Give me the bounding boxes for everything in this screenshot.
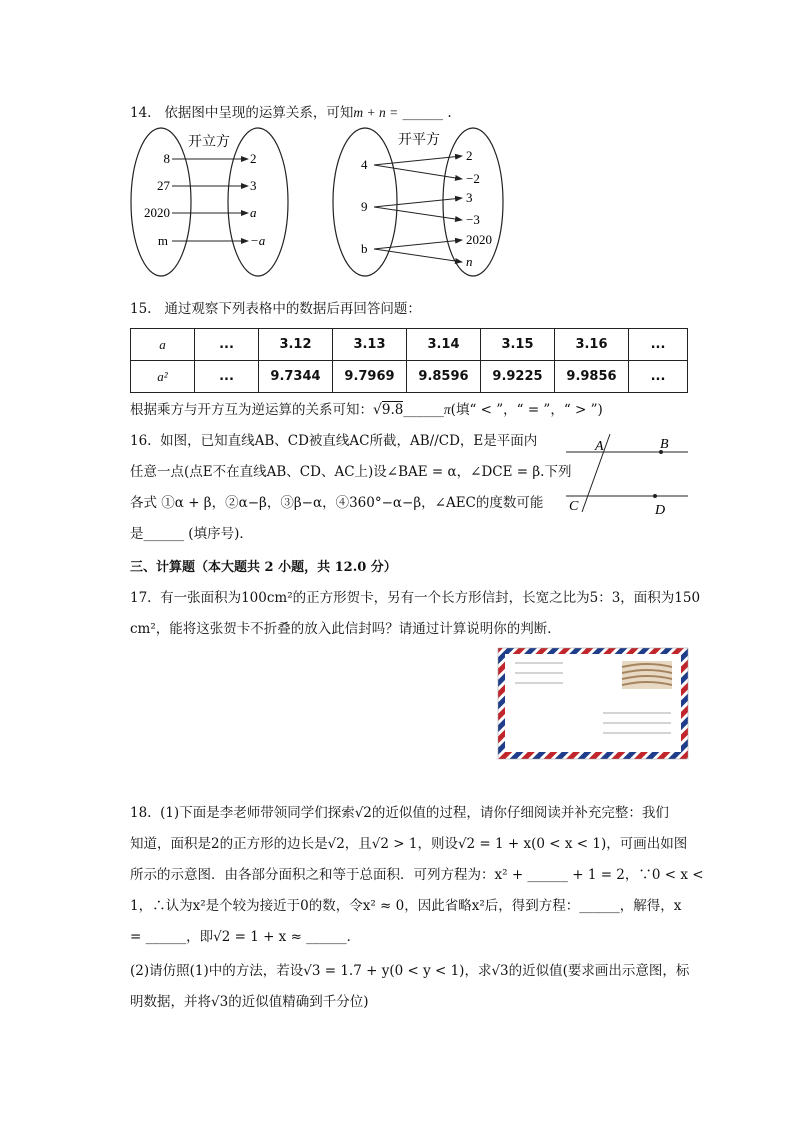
envelope-image bbox=[497, 647, 691, 762]
label-d: D bbox=[655, 503, 666, 518]
d2-left-0: 4 bbox=[361, 157, 368, 172]
d1-right-2: a bbox=[250, 205, 257, 220]
d2-right-3: −3 bbox=[466, 212, 480, 227]
table-cell: 9.7344 bbox=[259, 361, 333, 393]
q18-line3: 所示的示意图．由各部分面积之和等于总面积．可列方程为：x² + ______ + 1 = 2，∵0 < x < bbox=[130, 867, 704, 883]
row-header-a-squared: a² bbox=[131, 361, 195, 393]
table-row bbox=[131, 361, 688, 393]
q14-blank[interactable]: ______ bbox=[402, 105, 444, 121]
q18-text-1: (1)下面是李老师带领同学们探索√2的近似值的过程，请你仔细阅读并补充完整：我们 bbox=[160, 805, 669, 821]
table-cell: 9.9856 bbox=[555, 361, 629, 393]
section-heading: 三、计算题（本大题共 2 小题，共 12.0 分） bbox=[130, 560, 397, 575]
q18-line1 bbox=[130, 807, 669, 821]
d1-left-0: 8 bbox=[163, 151, 170, 166]
q18-line4: 1，∴认为x²是个较为接近于0的数，令x² ≈ 0，因此省略x²后，得到方程：______，解得，x bbox=[130, 898, 682, 914]
table-cell: 9.9225 bbox=[481, 361, 555, 393]
d1-right-3: −a bbox=[250, 233, 266, 248]
table-cell: ... bbox=[629, 361, 688, 393]
q15-conclusion-text: 根据乘方与开方互为逆运算的关系可知： bbox=[130, 402, 373, 418]
q17-text-1: 有一张面积为100cm²的正方形贺卡，另有一个长方形信封，长宽之比为5：3，面积为150 bbox=[160, 590, 701, 606]
row-header-a: a bbox=[131, 329, 195, 361]
q15-data-table bbox=[130, 328, 688, 393]
q14-number: 14. bbox=[130, 105, 152, 121]
q15-hint: (填“ < ”，“ = ”，“ > ”) bbox=[450, 402, 603, 418]
table-cell: 9.7969 bbox=[333, 361, 407, 393]
table-cell: ... bbox=[195, 329, 259, 361]
q18-line6: (2)请仿照(1)中的方法，若设√3 = 1.7 + y(0 < y < 1)，求√3的近似值(要求画出示意图，标 bbox=[130, 963, 690, 979]
label-b: B bbox=[660, 437, 669, 452]
q15-sqrt-value: 9.8 bbox=[381, 402, 404, 418]
q14-text: 依据图中呈现的运算关系，可知 bbox=[164, 105, 354, 121]
q16-hint: (填序号)． bbox=[188, 526, 253, 542]
d2-right-0: 2 bbox=[466, 148, 473, 163]
d1-left-3: m bbox=[157, 233, 168, 248]
q17-line2: cm²，能将这张贺卡不折叠的放入此信封吗？请通过计算说明你的判断． bbox=[130, 621, 561, 637]
q14-prompt bbox=[130, 106, 452, 121]
table-cell: 3.12 bbox=[259, 329, 333, 361]
q16-line4 bbox=[130, 528, 253, 542]
q16-number: 16. bbox=[130, 433, 152, 449]
d1-left-1: 27 bbox=[157, 178, 170, 193]
d1-right-0: 2 bbox=[250, 151, 257, 166]
d2-right-2: 3 bbox=[466, 190, 473, 205]
table-cell: 9.8596 bbox=[407, 361, 481, 393]
q18-line2: 知道，面积是2的正方形的边长是√2，且√2 > 1，则设√2 = 1 + x(0 < x < 1)，可画出如图 bbox=[130, 836, 688, 852]
d2-right-5: n bbox=[466, 254, 473, 269]
table-cell: 3.16 bbox=[555, 329, 629, 361]
q16-text-1: 如图，已知直线AB、CD被直线AC所截，AB//CD，E是平面内 bbox=[160, 433, 538, 449]
d2-label: 开平方 bbox=[398, 133, 440, 148]
d2-right-1: −2 bbox=[466, 171, 480, 186]
d2-right-ellipse bbox=[443, 128, 503, 276]
table-cell: ... bbox=[195, 361, 259, 393]
table-cell: 3.15 bbox=[481, 329, 555, 361]
q17-number: 17. bbox=[130, 590, 152, 606]
q14-mapping-diagrams bbox=[128, 126, 508, 288]
q15-text: 通过观察下列表格中的数据后再回答问题： bbox=[164, 301, 421, 317]
q18-line5: = ______，即√2 = 1 + x ≈ ______． bbox=[130, 929, 361, 945]
label-a: A bbox=[595, 439, 604, 454]
d1-left-2: 2020 bbox=[144, 205, 170, 220]
q16-line2: 任意一点(点E不在直线AB、CD、AC上)设∠BAE = α，∠DCE = β.下列 bbox=[130, 464, 572, 480]
pi-symbol: π bbox=[443, 402, 451, 417]
q16-parallel-lines-figure bbox=[562, 432, 694, 518]
table-cell: 3.13 bbox=[333, 329, 407, 361]
table-row bbox=[131, 329, 688, 361]
table-cell: 3.14 bbox=[407, 329, 481, 361]
q15-conclusion: 根据乘方与开方互为逆运算的关系可知：√9.8______π(填“ < ”，“ = ”，“ > ”) bbox=[130, 402, 603, 418]
d1-right-1: 3 bbox=[250, 178, 257, 193]
d2-left-2: b bbox=[361, 241, 368, 256]
d1-left-ellipse bbox=[131, 128, 191, 276]
q17-line1 bbox=[130, 592, 700, 606]
postage-stamp bbox=[622, 661, 672, 689]
q15-blank[interactable]: ______ bbox=[403, 402, 444, 418]
q15-number: 15. bbox=[130, 301, 152, 317]
q15-prompt bbox=[130, 303, 421, 317]
q18-line7: 明数据，并将√3的近似值精确到千分位) bbox=[130, 994, 369, 1010]
q14-expr: m + n = bbox=[353, 105, 399, 120]
d2-right-4: 2020 bbox=[466, 232, 492, 247]
q16-line3: 各式 ①α + β，②α−β，③β−α，④360°−α−β，∠AEC的度数可能 bbox=[130, 495, 544, 511]
q16-line1 bbox=[130, 435, 537, 449]
d1-label: 开立方 bbox=[188, 135, 230, 150]
q16-blank[interactable]: 是______ bbox=[130, 526, 184, 542]
d1-right-ellipse bbox=[228, 128, 288, 276]
q18-number: 18. bbox=[130, 805, 152, 821]
label-c: C bbox=[569, 499, 579, 514]
table-cell: ... bbox=[629, 329, 688, 361]
d2-left-1: 9 bbox=[361, 199, 368, 214]
q14-end: . bbox=[447, 105, 452, 121]
